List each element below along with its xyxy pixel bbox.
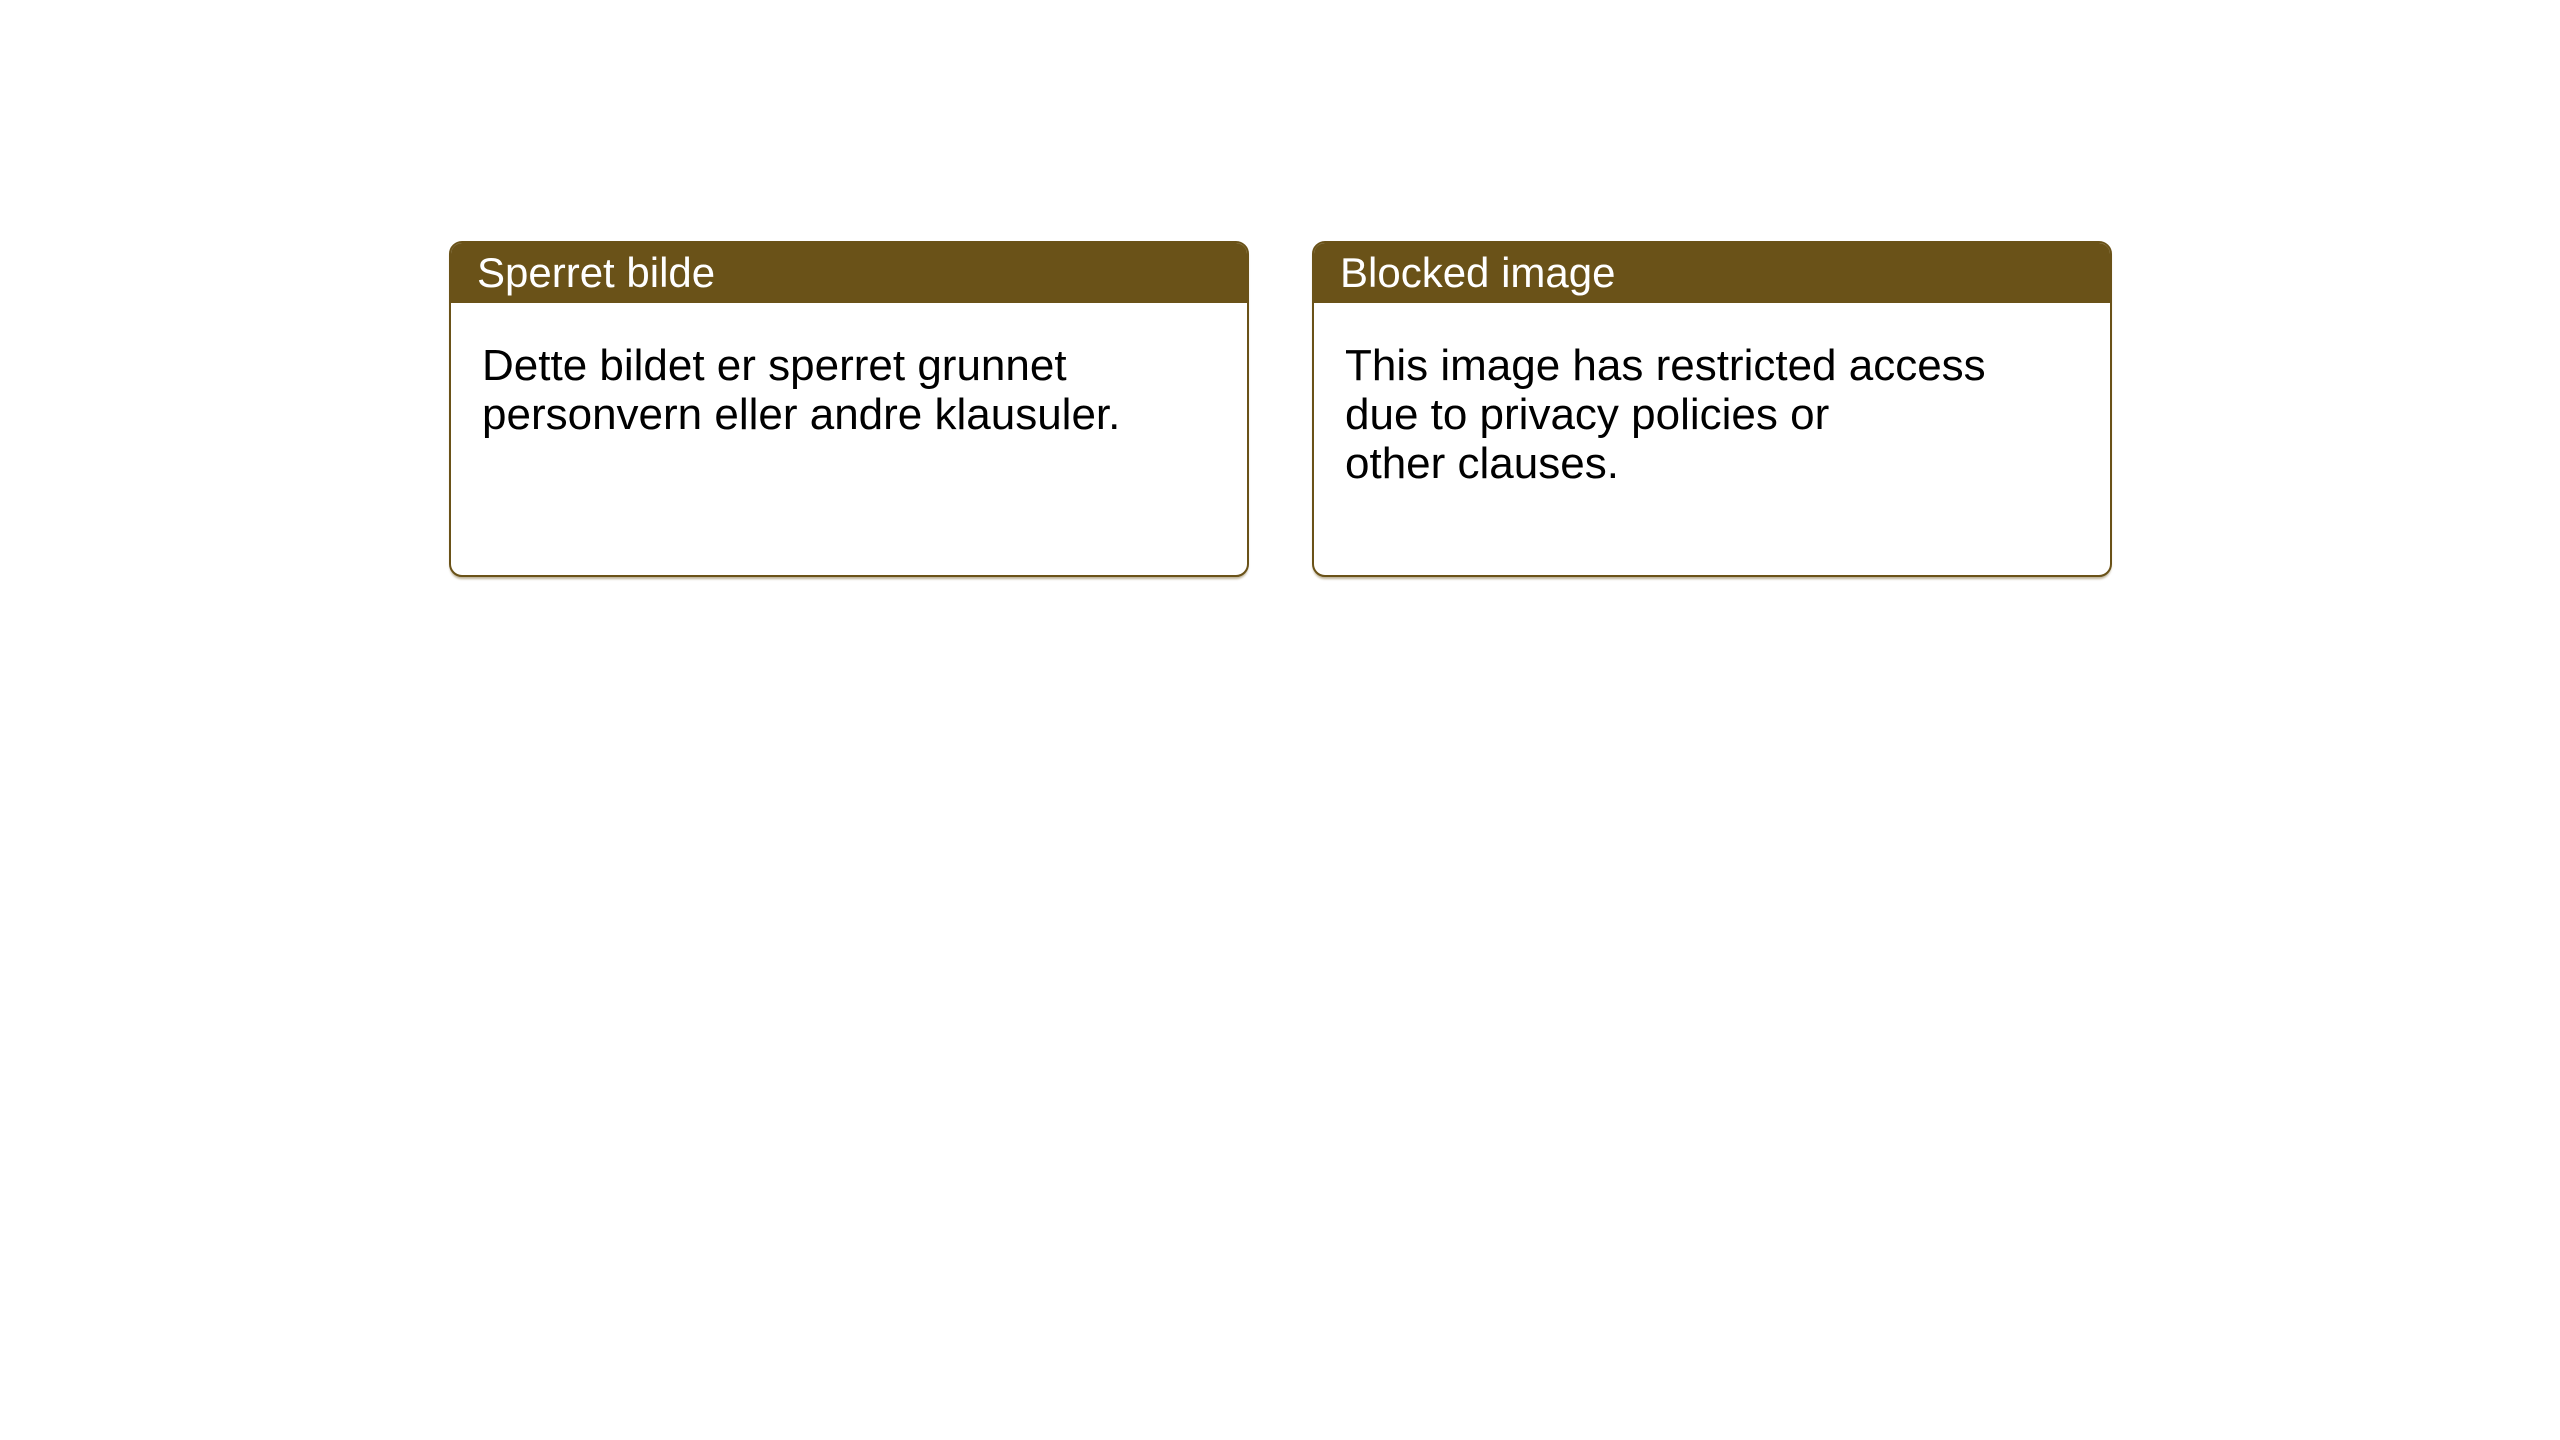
notice-text-line: other clauses.: [1345, 439, 1619, 488]
notice-header-norwegian: [451, 243, 1247, 303]
notice-text-line: personvern eller andre klausuler.: [482, 390, 1121, 439]
notice-body-norwegian: [451, 303, 1247, 439]
blocked-image-notice-norwegian: [449, 241, 1249, 577]
notice-header-english: [1314, 243, 2110, 303]
notice-text-line: due to privacy policies or: [1345, 390, 1830, 439]
notice-text-line: Dette bildet er sperret grunnet: [482, 341, 1067, 390]
blocked-image-notice-english: [1312, 241, 2112, 577]
notice-body-english: [1314, 303, 2110, 488]
notice-text-line: This image has restricted access: [1345, 341, 1986, 390]
notice-title-norwegian: Sperret bilde: [477, 249, 716, 296]
notice-title-english: Blocked image: [1340, 249, 1616, 296]
